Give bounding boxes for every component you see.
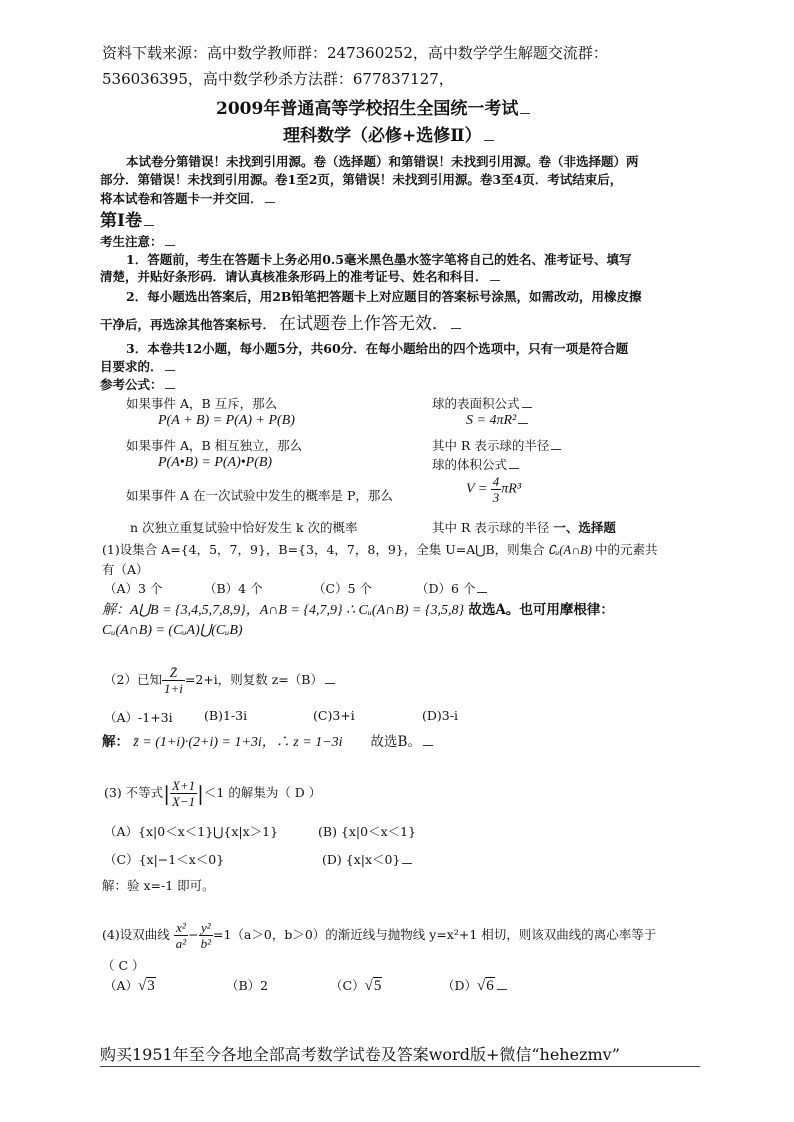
source-line-2: 536036395，高中数学秒杀方法群：677837127， — [102, 70, 454, 88]
q4-stem: (4)设双曲线 $\frac{\text{x²}}{\text{a²}}$ − $\frac{\text{y²}}{\text{b²}}$ =1（a＞0，b＞0）的渐近线与抛物线 y=x²+1 相切，则该双曲线的离心率等于 — [102, 920, 657, 951]
q4-option-b: （B）2 — [226, 978, 269, 993]
note-3b: 目要求的． — [100, 357, 175, 375]
q4-stem-cont: （ C ） — [102, 958, 145, 973]
footer-rule — [100, 1066, 700, 1067]
formula-right-3: 球的体积公式 — [432, 455, 519, 473]
note-1a: 1．答题前，考生在答题卡上务必用0.5毫米黑色墨水签字笔将自己的姓名、准考证号、填写 — [126, 252, 632, 267]
note-1b: 清楚，并贴好条形码．请认真核准条形码上的准考证号、姓名和科目． — [100, 267, 500, 285]
q2-stem: （2）已知 $\frac{Z̄}{1+i}$ =2+i，则复数 z=（B） — [104, 665, 335, 696]
q1-stem-cont: 有（A） — [102, 562, 149, 577]
q3-option-d: (D) {x|x＜0} — [322, 850, 412, 868]
intro-line-2: 部分．第错误！未找到引用源。卷1至2页，第错误！未找到引用源。卷3至4页．考试结束后， — [100, 172, 623, 187]
q4-option-c: （C）√5 — [330, 978, 382, 994]
q2-solution: 解： z̄ = (1+i)·(2+i) = 1+3i，∴ z = 1−3i 故选B。 — [102, 730, 433, 751]
q1-solution-law: Cᵤ(A∩B) = (CᵤA)⋃(CᵤB) — [102, 623, 243, 638]
formula-sphere-volume: V = $\frac{4}{3}$ πR³ — [466, 474, 522, 505]
intro-line-3: 将本试卷和答题卡一并交回． — [100, 189, 275, 207]
formula-left-1: 如果事件 A，B 互斥，那么 — [126, 396, 278, 411]
q1-solution: 解：A⋃B = {3,4,5,7,8,9}，A∩B = {4,7,9} ∴ Cᵤ(A∩B) = {3,5,8} 故选A。也可用摩根律： — [102, 602, 614, 618]
q4-option-a: （A）√3 — [104, 978, 155, 994]
q3-stem: (3) 不等式| $\frac{X+1}{X-1}$ |＜1 的解集为（ D ） — [104, 778, 322, 809]
no-answer-on-paper: 在试题卷上作答无效． — [279, 314, 450, 334]
q2-option-d: (D)3-i — [422, 708, 458, 723]
q3-solution: 解：验 x=-1 即可。 — [102, 878, 215, 893]
exam-subtitle: 理科数学（必修+选修Ⅱ） — [283, 121, 494, 146]
q2-option-c: (C)3+i — [313, 708, 355, 723]
formula-right-1: 球的表面积公式 — [432, 394, 532, 412]
note-2b: 干净后，再选涂其他答案标号． 在试题卷上作答无效． — [100, 309, 461, 334]
q1-stem: (1)设集合 A={4，5，7，9}，B={3，4，7，8，9}，全集 U=A⋃B，则集合 ∁ᵤ(A∩B) 中的元素共 — [102, 542, 658, 557]
intro-line-1: 本试卷分第错误！未找到引用源。卷（选择题）和第错误！未找到引用源。卷（非选择题）两 — [126, 154, 639, 169]
note-3a: 3．本卷共12小题，每小题5分，共60分．在每小题给出的四个选项中，只有一项是符合题 — [126, 341, 629, 356]
q4-option-d: （D）√6 — [442, 976, 507, 995]
formula-independent: P(A•B) = P(A)•P(B) — [158, 455, 273, 470]
formula-right-2: 其中 R 表示球的半径 — [432, 436, 561, 454]
q3-option-c: （C）{x|−1＜x＜0} — [104, 852, 225, 867]
formulas-heading: 参考公式： — [100, 375, 175, 393]
section-choice-heading: 一、选择题 — [553, 520, 616, 535]
formula-left-2: 如果事件 A，B 相互独立，那么 — [126, 438, 303, 453]
q2-option-a: （A）-1+3i — [104, 710, 173, 725]
note-2a: 2．每小题选出答案后，用2B铅笔把答题卡上对应题目的答案标号涂黑，如需改动，用橡皮擦 — [126, 289, 642, 304]
formula-sphere-area: S = 4πR² — [466, 413, 528, 429]
q3-option-b: (B) {x|0＜x＜1} — [318, 824, 417, 839]
formula-additive: P(A + B) = P(A) + P(B) — [158, 413, 295, 428]
q2-option-b: (B)1-3i — [204, 708, 248, 723]
q1-option-a: （A）3 个 — [104, 581, 163, 596]
footer-ad: 购买1951年至今各地全部高考数学试卷及答案word版+微信“hehezmv” — [100, 1045, 620, 1064]
formula-right-4: 其中 R 表示球的半径 一、选择题 — [432, 520, 616, 535]
q1-option-c: （C）5 个 — [313, 581, 372, 596]
q1-option-d: （D）6 个 — [416, 579, 487, 597]
formula-left-3: 如果事件 A 在一次试验中发生的概率是 P，那么 — [126, 488, 393, 503]
section-1-heading: 第Ⅰ卷 — [100, 206, 154, 231]
formula-left-4: n 次独立重复试验中恰好发生 k 次的概率 — [130, 520, 358, 535]
notes-heading: 考生注意： — [100, 232, 175, 250]
exam-title: 2009年普通高等学校招生全国统一考试 — [216, 94, 530, 119]
q3-option-a: （A）{x|0＜x＜1}⋃{x|x＞1} — [104, 824, 279, 839]
source-line-1: 资料下载来源：高中数学教师群：247360252，高中数学学生解题交流群： — [102, 44, 608, 62]
q1-option-b: （B）4 个 — [204, 581, 263, 596]
